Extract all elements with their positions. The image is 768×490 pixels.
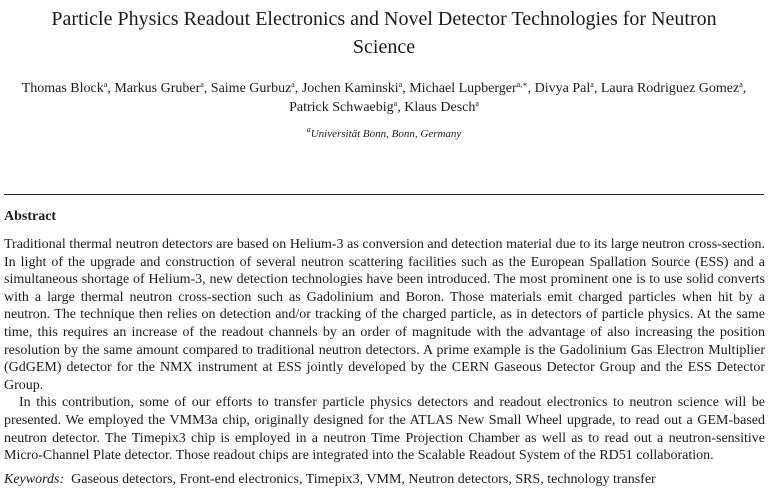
abstract-paragraph-2: In this contribution, some of our efforts to transfer particle physics detectors and readout electronics to neutron science will be presented. We employed the VMM3a chip, originally designed for the ATLAS New Small Wheel upgrade, to read out a GEM-based neutron detector. The Timepix3 chip is employed in a neutron Time Projection Chamber as well as to read out a neutron-sensitive Micro-Channel Plate detector. Those readout chips are integrated into the Scalable Readout System of the RD51 collaboration. [4,395,765,464]
author-name: Klaus Desch [404,100,476,115]
affiliation-text: Universität Bonn, Bonn, Germany [310,128,462,140]
abstract-heading: Abstract [4,209,57,224]
author-affiliation-marker: a [103,80,108,89]
author-list: Thomas Block$^a$, Markus Gruber$^a$, Saime Gurbuz$^a$, Jochen Kaminski$^a$, Michael Lupberger$^{a,∗}$, Divya Pal$^a$, Laura Rodriguez Gomez$^a$, Patrick Schwaebig$^a$, Klaus Desch$^a$ [21,80,747,115]
author-affiliation-marker: a [475,99,479,108]
author-name: Thomas Block [21,81,104,96]
section-divider [4,194,764,195]
affiliation-marker: a [306,125,311,134]
paper-title: Particle Physics Readout Electronics and Novel Detector Technologies for Neutron Science [51,8,717,58]
author-name: Jochen Kaminski [301,81,399,96]
author-affiliation-marker: a,∗ [516,80,528,89]
author-name: Michael Lupberger [409,81,517,96]
author-affiliation-marker: a [590,80,594,89]
author-affiliation-marker: a [393,99,398,108]
abstract-paragraph-1: Traditional thermal neutron detectors are based on Helium-3 as conversion and detection material due to its large neutron cross-section. In light of the upgrade and construction of several neutron scattering facilities such as the European Spallation Source (ESS) and a simultaneous shortage of Helium-3, new detection technologies have been introduced. The most prominent one is to use solid converts with a large thermal neutron cross-section such as Gadolinium and Boron. Those materials emit charged particles when hit by a neutron. The technique then relies on detection and/or tracking of the charged particle, as in detectors of particle physics. At the same time, this requires an increase of the readout channels by an order of magnitude with the advantage of also increasing the position resolution by the same amount compared to traditional neutron detectors. A prime example is the Gadolinium Gas Electron Multiplier (GdGEM) detector for the NMX instrument at ESS jointly developed by the CERN Gaseous Detector Group and the ESS Detector Group. [4,237,765,393]
abstract-body [4,236,765,465]
keywords-label: Keywords: [4,472,65,487]
author-name: Markus Gruber [114,81,201,96]
author-affiliation-marker: a [291,80,295,89]
keywords-text: Gaseous detectors, Front-end electronics, Timepix3, VMM, Neutron detectors, SRS, technology transfer [71,472,656,487]
author-affiliation-marker: a [398,80,403,89]
author-name: Laura Rodriguez Gomez [600,81,740,96]
affiliation [20,127,748,141]
author-name: Patrick Schwaebig [289,100,394,115]
author-affiliation-marker: a [200,80,204,89]
keywords-line [4,471,764,488]
author-name: Saime Gurbuz [210,81,292,96]
author-affiliation-marker: a [739,80,743,89]
author-name: Divya Pal [534,81,591,96]
